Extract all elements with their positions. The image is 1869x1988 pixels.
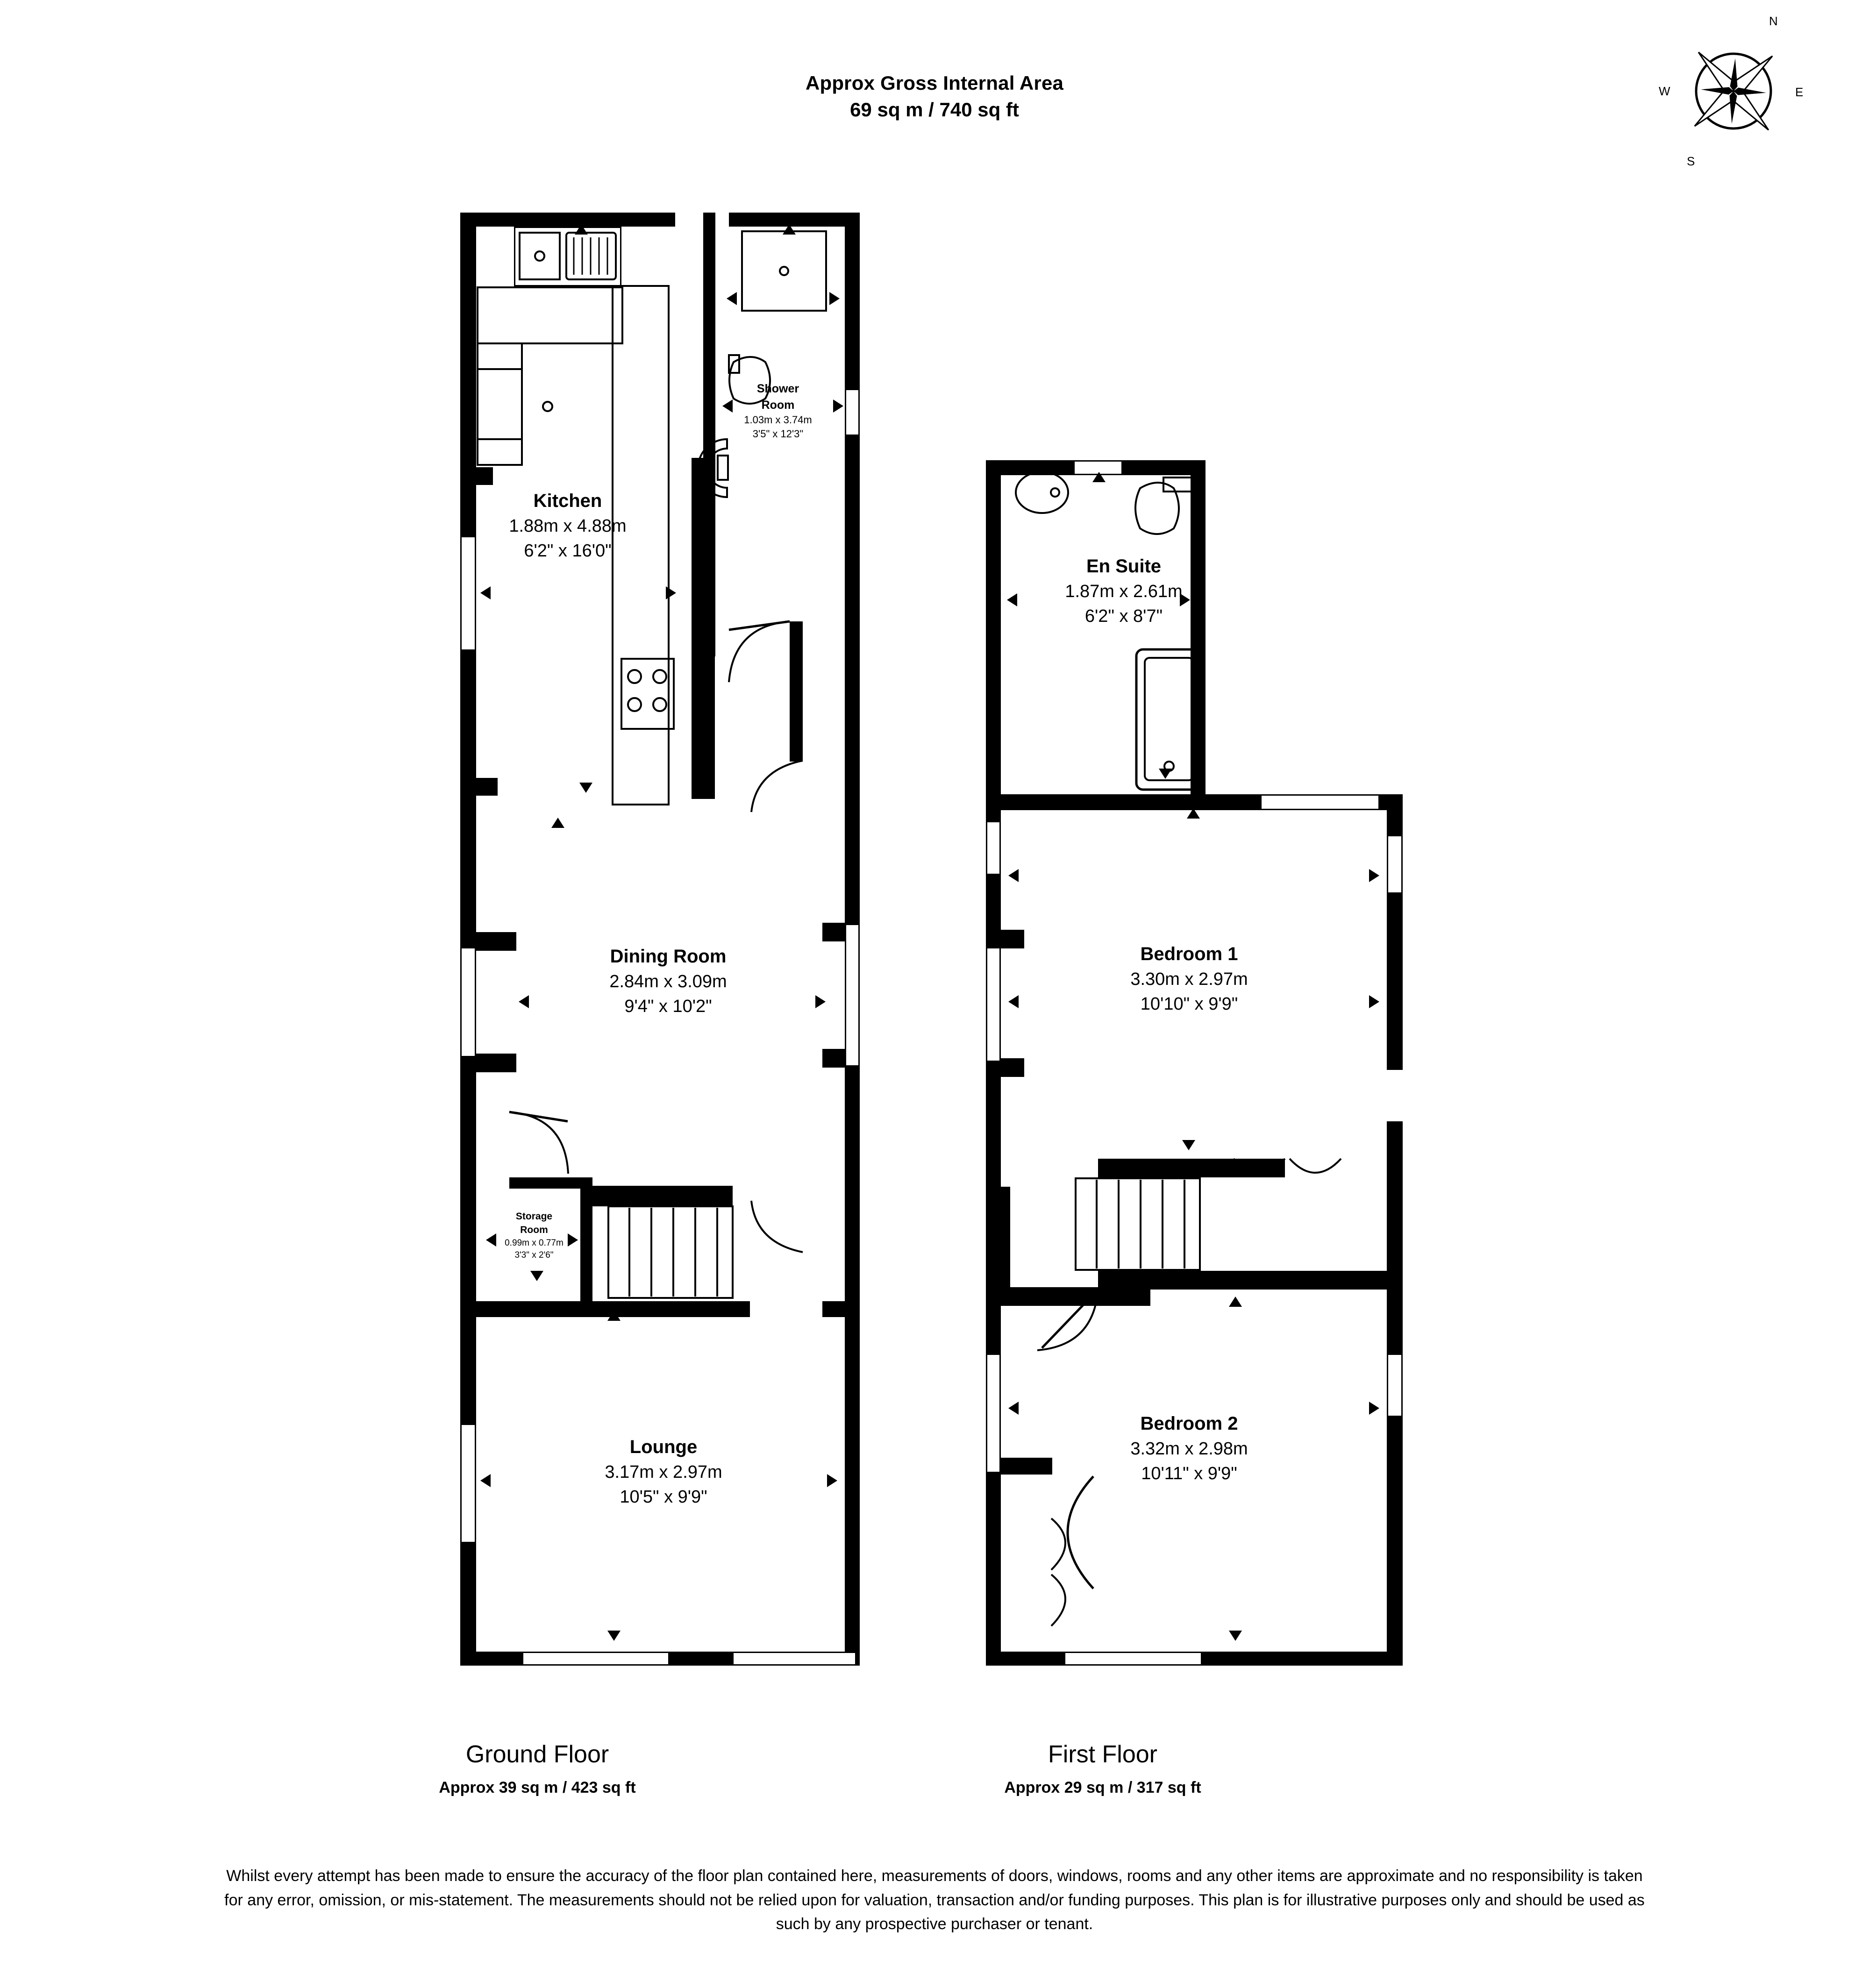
window-bedroom2-left — [986, 1355, 1001, 1472]
en-suite-metric: 1.87m x 2.61m — [1065, 582, 1183, 602]
dim-arrow-bedroom2-right — [1369, 1402, 1379, 1415]
compass-label-east: E — [1795, 85, 1804, 99]
dim-arrow-bedroom1-left — [1008, 869, 1019, 882]
first-floor-title: First Floor — [1048, 1741, 1157, 1768]
wall-bedroom1-left-stub — [1001, 930, 1024, 948]
lounge-imperial: 10'5" x 9'9" — [620, 1487, 707, 1507]
en-suite-name: En Suite — [1086, 556, 1162, 577]
dim-arrow-bedroom2-top — [1229, 1297, 1242, 1307]
dim-arrow-ensuite-top — [1092, 472, 1106, 482]
wall-ensuite-left — [986, 460, 1001, 808]
ground-floor-title-block — [327, 1740, 748, 1797]
wall-bedroom1-bottom — [1098, 1159, 1285, 1177]
first-floor-title-block — [892, 1740, 1313, 1797]
wall-landing-bottom-2 — [1098, 1271, 1403, 1290]
storage-room-imperial: 3'3" x 2'6" — [514, 1250, 554, 1261]
window-bedroom1-right — [1387, 836, 1403, 892]
wall-ensuite-right — [1191, 460, 1206, 808]
bedroom-1-name: Bedroom 1 — [1140, 944, 1238, 964]
storage-room-metric: 0.99m x 0.77m — [505, 1238, 564, 1248]
dining-room-imperial: 9'4" x 10'2" — [624, 996, 712, 1016]
dim-arrow-bedroom1-right2 — [1369, 995, 1379, 1008]
lounge-name: Lounge — [629, 1437, 698, 1457]
dim-arrow-bedroom2-bottom — [1229, 1631, 1242, 1641]
wall-ensuite-bottom-left — [986, 794, 1075, 810]
window-bedroom2-right — [1387, 1355, 1403, 1416]
shower-room-name-line1: Shower — [756, 382, 799, 395]
en-suite-imperial: 6'2" x 8'7" — [1084, 606, 1163, 626]
room-label-en-suite — [986, 554, 1262, 628]
ground-floor-area: Approx 39 sq m / 423 sq ft — [439, 1779, 636, 1796]
bedroom-2-imperial: 10'11" x 9'9" — [1141, 1463, 1237, 1483]
wall-ensuite-top — [986, 460, 1075, 475]
gross-internal-area-value: 69 sq m / 740 sq ft — [850, 98, 1019, 121]
window-bedroom1-top — [1262, 794, 1378, 810]
window-bedroom1-left-2 — [986, 948, 1001, 1061]
kitchen-name: Kitchen — [533, 491, 602, 511]
room-label-bedroom-1 — [1033, 941, 1346, 1016]
wall-bedroom1-left-stub2 — [1001, 1058, 1024, 1077]
ground-floor-title: Ground Floor — [465, 1741, 609, 1768]
gross-internal-area-title: Approx Gross Internal Area — [805, 72, 1064, 94]
dim-arrow-bedroom1-right — [1369, 869, 1379, 882]
bedroom-2-name: Bedroom 2 — [1140, 1413, 1238, 1434]
dim-arrow-bedroom1-bottom — [1182, 1140, 1195, 1150]
shower-room-name-line2: Room — [761, 398, 795, 412]
storage-room-name-line1: Storage — [515, 1211, 553, 1222]
wall-bedroom-left — [986, 810, 1001, 1665]
bedroom-1-metric: 3.30m x 2.97m — [1130, 969, 1248, 990]
compass-label-south: S — [1687, 154, 1695, 168]
lounge-metric: 3.17m x 2.97m — [605, 1462, 722, 1482]
wall-bedroom-right — [1387, 794, 1403, 1070]
window-bedroom1-left — [986, 822, 1001, 874]
compass-label-west: W — [1659, 84, 1670, 98]
shower-room-metric: 1.03m x 3.74m — [744, 414, 812, 426]
wall-ensuite-bottom — [1075, 794, 1262, 810]
shower-room-imperial: 3'5" x 12'3" — [752, 428, 804, 440]
stair-tread — [1184, 1180, 1185, 1268]
dim-arrow-bedroom1-left2 — [1008, 995, 1019, 1008]
bedroom-1-imperial: 10'10" x 9'9" — [1140, 994, 1238, 1014]
dining-room-name: Dining Room — [610, 946, 727, 967]
compass-label-north: N — [1769, 14, 1778, 28]
stair-tread — [1140, 1180, 1141, 1268]
storage-room-name-line2: Room — [520, 1224, 548, 1235]
dim-arrow-ensuite-bottom — [1159, 769, 1172, 779]
dim-arrow-bedroom2-left — [1008, 1402, 1019, 1415]
wall-landing-bottom — [1001, 1287, 1150, 1306]
disclaimer-text: Whilst every attempt has been made to ensure the accuracy of the floor plan contained here, measurements of doors, windows, rooms and any other items are approximate and no responsibility is taken for any error, omission, or mis-statement. The measurements should not be relied upon for valuation, transaction and/or funding purposes. This plan is for illustrative purposes only and should be used as such by any prospective purchaser or tenant. — [224, 1867, 1645, 1933]
stair-tread — [1118, 1180, 1120, 1268]
bedroom-2-metric: 3.32m x 2.98m — [1130, 1439, 1248, 1459]
kitchen-metric: 1.88m x 4.88m — [509, 516, 627, 536]
window-bedroom2-bottom — [1065, 1652, 1201, 1666]
stairs-first — [1075, 1177, 1201, 1271]
stair-tread — [1096, 1180, 1098, 1268]
stair-tread — [1162, 1180, 1163, 1268]
wall-landing-divider — [1001, 1187, 1010, 1304]
kitchen-imperial: 6'2" x 16'0" — [524, 541, 612, 561]
dining-room-metric: 2.84m x 3.09m — [609, 972, 727, 992]
first-floor-area: Approx 29 sq m / 317 sq ft — [1004, 1779, 1201, 1796]
dim-arrow-bedroom1-topleft — [1187, 808, 1200, 819]
room-label-bedroom-2 — [1033, 1411, 1346, 1486]
